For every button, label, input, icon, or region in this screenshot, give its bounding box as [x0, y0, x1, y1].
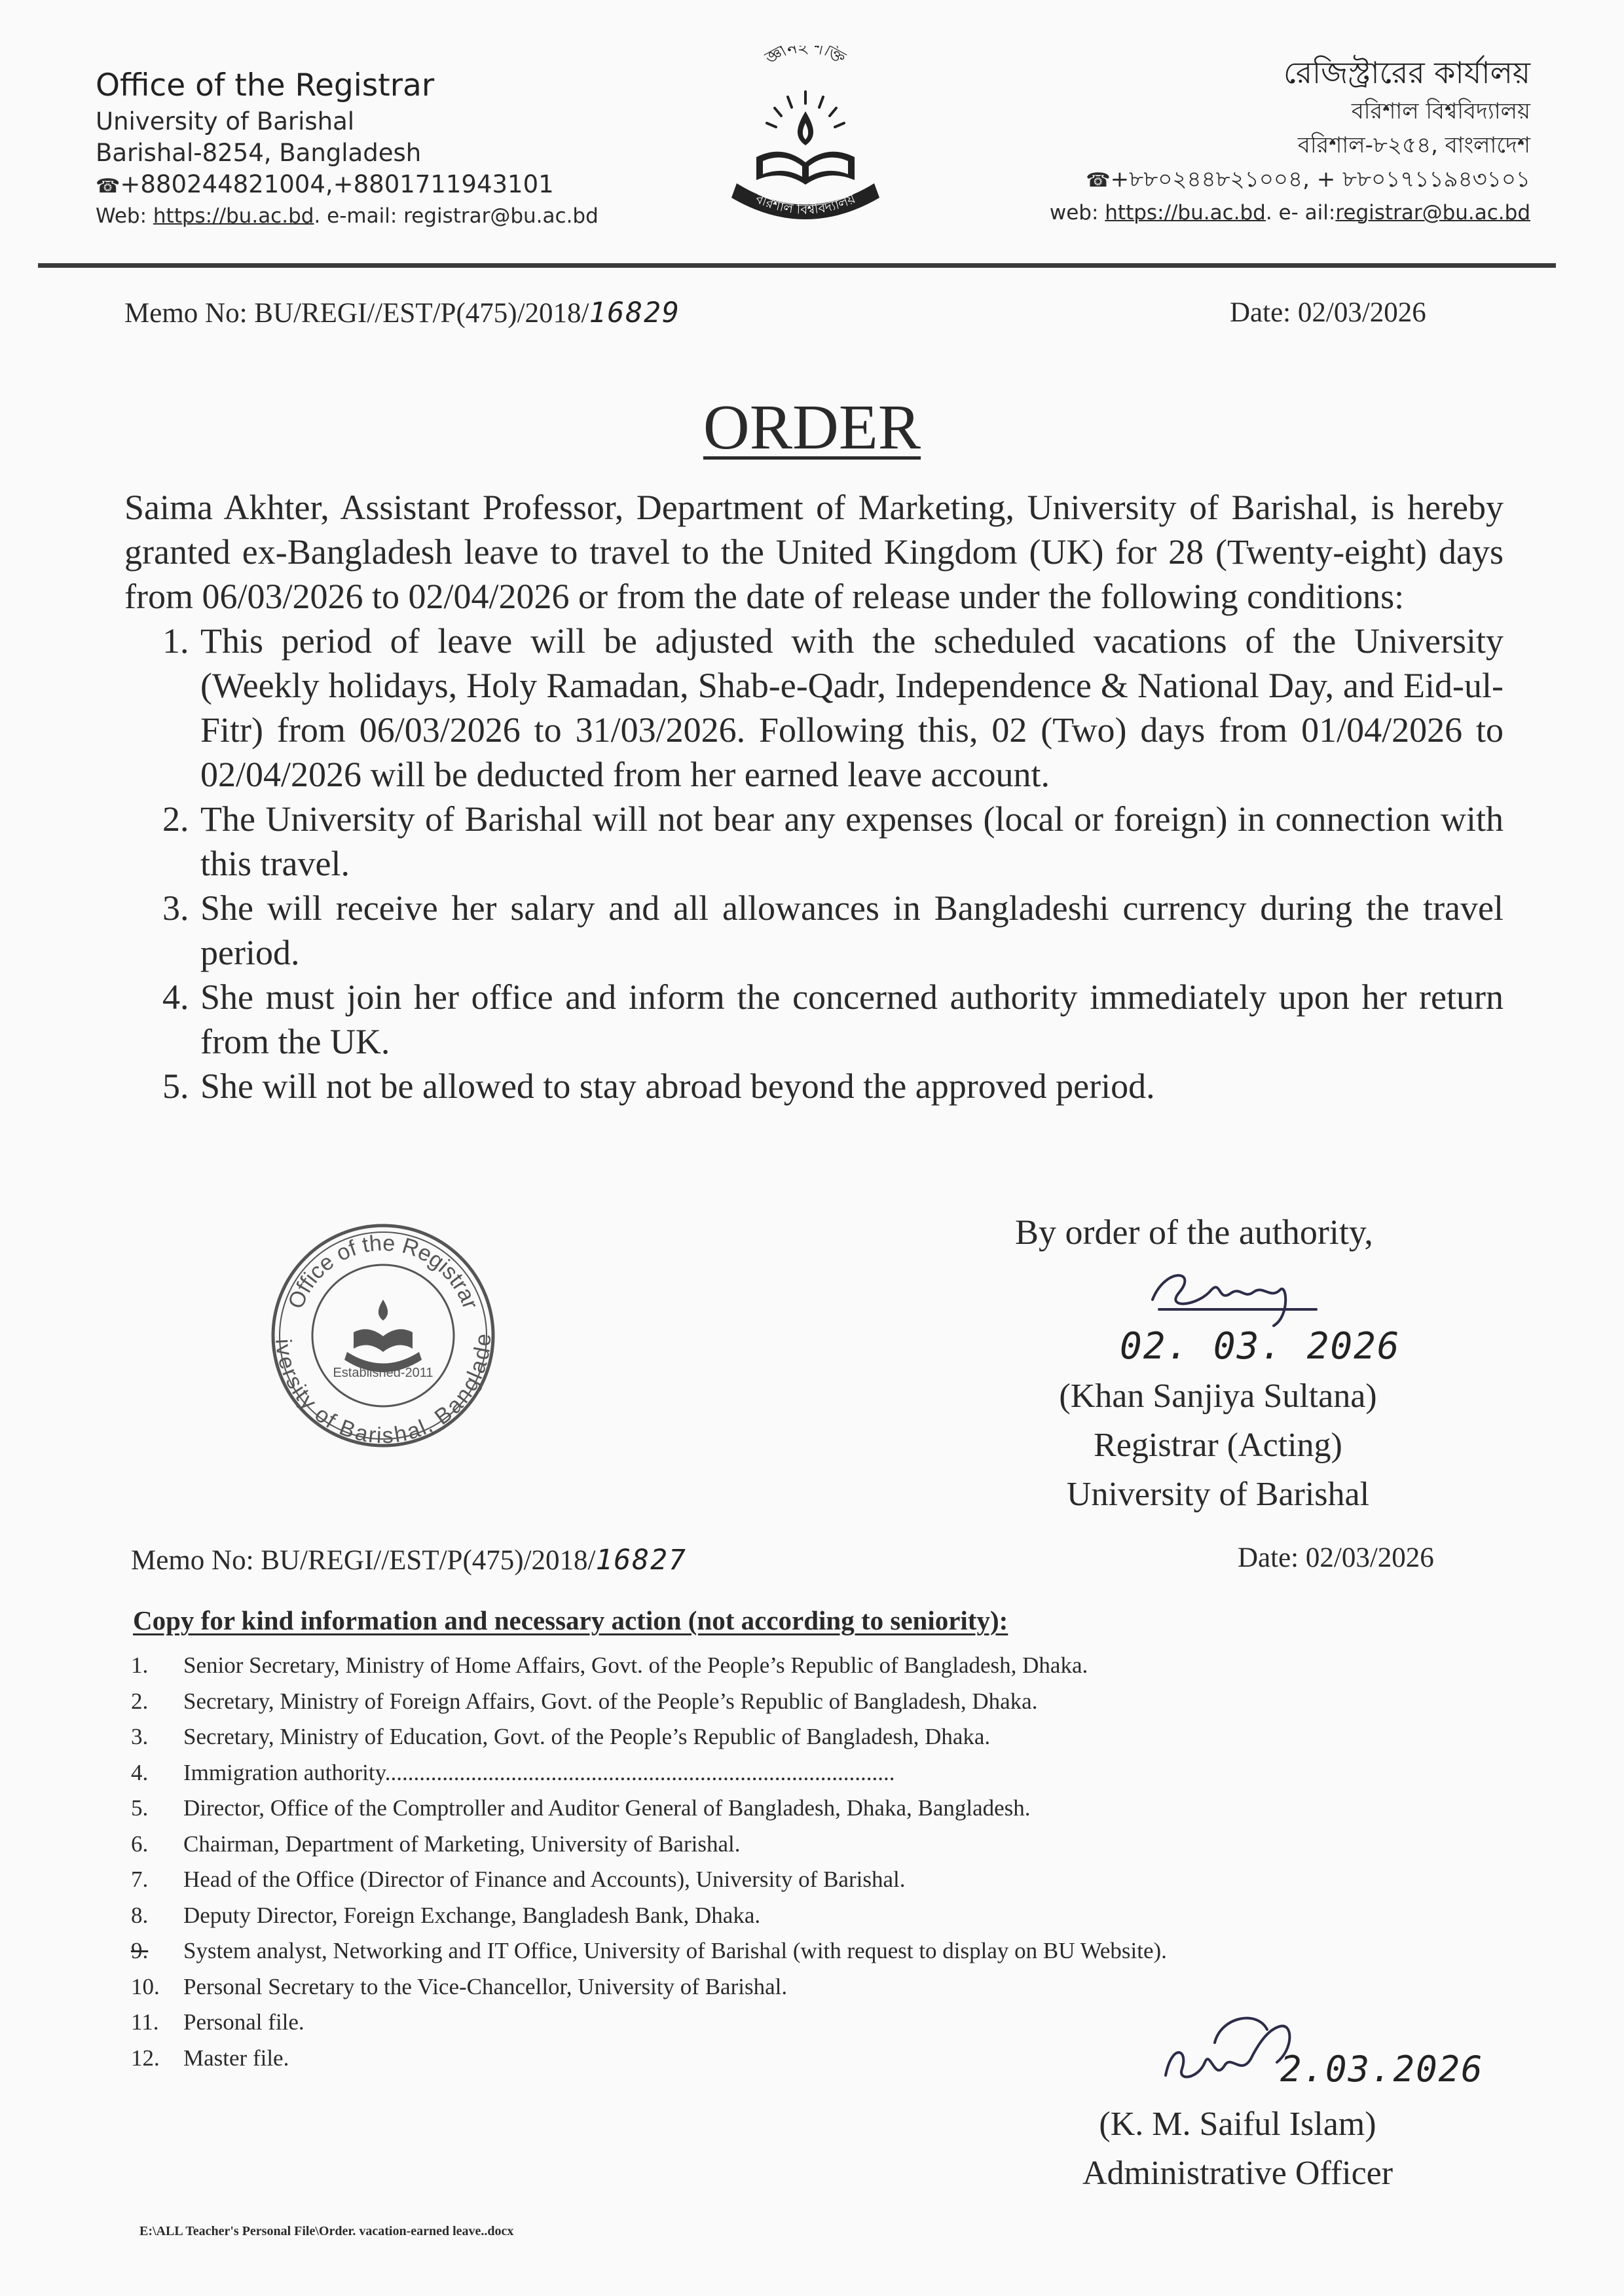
condition-text: She will receive her salary and all allowances in Bangladeshi currency during the travel period. — [200, 888, 1504, 972]
condition-number: 1. — [162, 621, 189, 661]
list-item: 5. Director, Office of the Comptroller and Auditor General of Bangladesh, Dhaka, Bangladesh. — [131, 1795, 1031, 1821]
condition-text: The University of Barishal will not bear any expenses (local or foreign) in connection with this travel. — [200, 799, 1504, 883]
memo-handwritten-number: 16829 — [589, 297, 680, 329]
officer-signed-date: 2.03.2026 — [1280, 2049, 1484, 2090]
memo-handwritten-number: 16827 — [595, 1544, 687, 1576]
registrar-block — [982, 1372, 1454, 1519]
condition-text: She will not be allowed to stay abroad beyond the approved period. — [200, 1066, 1155, 1106]
logo-ribbon-text: বরিশাল বিশ্ববিদ্যালয় — [753, 190, 858, 217]
phone-numbers-bangla: +৮৮০২৪৪৮২১০০৪, + ৮৮০১৭১১৯৪৩১০১ — [1110, 166, 1530, 192]
web-label: web: — [1049, 201, 1105, 225]
web-line — [96, 202, 685, 230]
struck-number: 9. — [131, 1938, 149, 1963]
order-title: ORDER — [703, 392, 921, 463]
website-link[interactable]: https://bu.ac.bd — [153, 204, 314, 228]
email-text: . e-mail: registrar@bu.ac.bd — [314, 204, 599, 228]
list-item: 3. Secretary, Ministry of Education, Govt. of the People’s Republic of Bangladesh, Dhaka. — [131, 1724, 991, 1749]
seal-bottom-text: iversity of Barishal, Banglade — [270, 1333, 496, 1449]
condition-item — [124, 1064, 1504, 1108]
list-item: 1. Senior Secretary, Ministry of Home Affairs, Govt. of the People’s Republic of Bangladesh, Dhaka. — [131, 1652, 1088, 1678]
condition-item — [124, 797, 1504, 886]
phone-line — [96, 169, 685, 202]
email-link[interactable]: registrar@bu.ac.bd — [1335, 201, 1530, 225]
condition-item — [124, 975, 1504, 1064]
order-body — [124, 485, 1504, 1108]
registrar-seal — [268, 1221, 498, 1450]
list-item: 2. Secretary, Ministry of Foreign Affairs, Govt. of the People’s Republic of Bangladesh, Dhaka. — [131, 1688, 1038, 1714]
list-item: 7. Head of the Office (Director of Finance and Accounts), University of Barishal. — [131, 1867, 906, 1892]
memo-label: Memo No: BU/REGI//EST/P(475)/2018/ — [131, 1545, 596, 1576]
list-item: 10. Personal Secretary to the Vice-Chancellor, University of Barishal. — [131, 1973, 788, 1999]
condition-number: 4. — [162, 977, 189, 1017]
address: Barishal-8254, Bangladesh — [96, 139, 422, 167]
memo-label: Memo No: BU/REGI//EST/P(475)/2018/ — [124, 298, 589, 329]
list-item: 9. System analyst, Networking and IT Office, University of Barishal (with request to display on BU Website). — [131, 1933, 1375, 1969]
list-item: 4. Immigration authority......................................................................................... — [131, 1759, 895, 1785]
office-name: Office of the Registrar — [96, 67, 435, 103]
condition-item — [124, 886, 1504, 975]
list-item: 12. Master file. — [131, 2045, 289, 2071]
address-bangla: বরিশাল-৮২৫৪, বাংলাদেশ — [1297, 132, 1530, 158]
order-intro: Saima Akhter, Assistant Professor, Department of Marketing, University of Barishal, is hereby granted ex-Bangladesh leave to travel to the United Kingdom (UK) for 28 (Twenty-eight) days from 06/03/2026 to 02/04/2026 or from the date of release under the following conditions: — [124, 488, 1504, 616]
phone-numbers: +880244821004,+8801711943101 — [120, 170, 554, 198]
registrar-institution: University of Barishal — [1066, 1476, 1370, 1513]
memo-number-copy — [131, 1542, 687, 1579]
officer-designation: Administrative Officer — [1082, 2155, 1393, 2192]
telephone-icon: ☎ — [96, 175, 120, 198]
copy-heading: Copy for kind information and necessary action (not according to seniority): — [133, 1605, 1008, 1635]
memo-number — [124, 295, 680, 332]
logo-motto: জ্ঞানই শক্তি — [762, 46, 849, 69]
web-label: Web: — [96, 204, 153, 228]
by-order-text: By order of the authority, — [1015, 1212, 1373, 1252]
telephone-icon: ☎ — [1086, 169, 1111, 192]
list-item: 11. Personal file. — [131, 2009, 304, 2035]
memo-date: Date: 02/03/2026 — [1230, 297, 1426, 328]
seal-top-text: Office of the Registrar — [283, 1230, 483, 1313]
condition-number: 5. — [162, 1066, 189, 1106]
website-link[interactable]: https://bu.ac.bd — [1105, 201, 1266, 225]
condition-number: 3. — [162, 888, 189, 928]
letterhead-english — [96, 65, 685, 230]
phone-line-bangla — [993, 162, 1530, 198]
letterhead-bangla — [993, 51, 1530, 228]
registrar-signature — [1139, 1254, 1336, 1332]
email-label: . e- ail: — [1265, 201, 1336, 225]
list-item: 8. Deputy Director, Foreign Exchange, Bangladesh Bank, Dhaka. — [131, 1902, 761, 1928]
conditions-list — [124, 619, 1504, 1108]
registrar-signed-date: 02. 03. 2026 — [1120, 1325, 1401, 1368]
seal-established-text: Established-2011 — [333, 1366, 434, 1380]
list-item: 6. Chairman, Department of Marketing, University of Barishal. — [131, 1831, 741, 1857]
officer-block — [1041, 2100, 1434, 2198]
file-path-footer: E:\ALL Teacher's Personal File\Order. vacation-earned leave..docx — [139, 2224, 514, 2238]
condition-text: This period of leave will be adjusted with the scheduled vacations of the University (Weekly holidays, Holy Ramadan, Shab-e-Qadr, Independence & National Day, and Eid-ul-Fitr) from 06/03/2026 to 31/03/2026. Following this, 02 (Two) days from 01/04/2026 to 02/04/2026 will be deducted from her earned leave account. — [200, 621, 1504, 794]
registrar-name: (Khan Sanjiya Sultana) — [1059, 1377, 1377, 1415]
officer-name: (K. M. Saiful Islam) — [1099, 2105, 1376, 2143]
web-line-bangla — [993, 198, 1530, 228]
condition-item — [124, 619, 1504, 797]
memo-date-copy: Date: 02/03/2026 — [1238, 1542, 1434, 1573]
registrar-designation: Registrar (Acting) — [1094, 1427, 1342, 1464]
university-name-bangla: বরিশাল বিশ্ববিদ্যালয় — [1351, 98, 1530, 124]
university-logo — [710, 46, 900, 226]
header-divider — [38, 263, 1556, 268]
condition-number: 2. — [162, 799, 189, 839]
condition-text: She must join her office and inform the concerned authority immediately upon her return from the UK. — [200, 977, 1504, 1061]
office-name-bangla: রেজিস্ট্রারের কার্যালয় — [1283, 55, 1530, 90]
university-name: University of Barishal — [96, 107, 355, 136]
